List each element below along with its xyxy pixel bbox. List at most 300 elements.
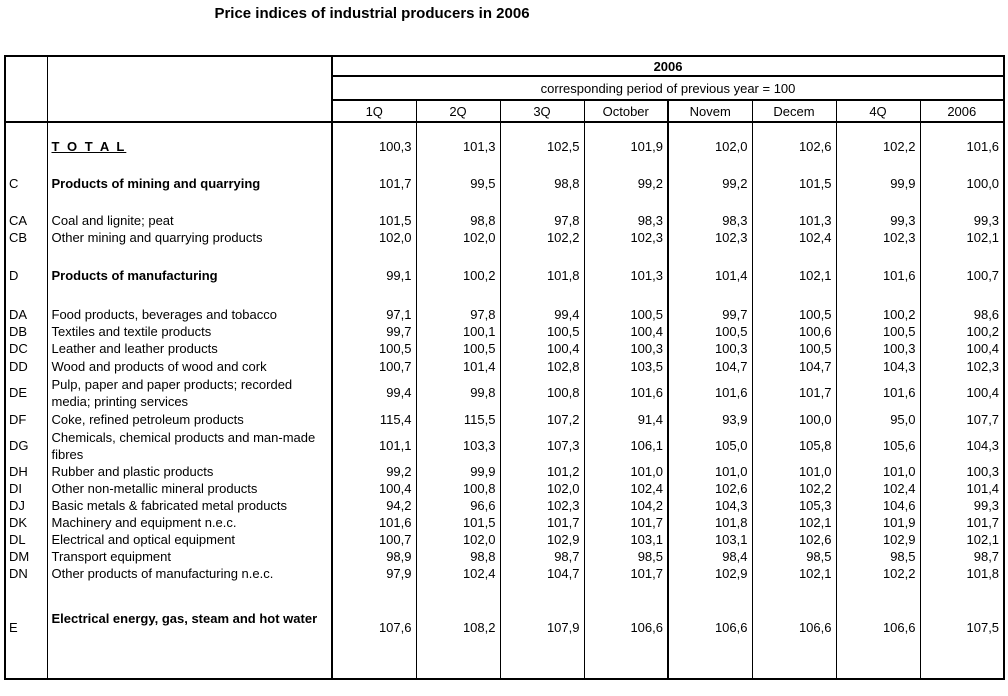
value-cell: 102,1 <box>752 267 836 284</box>
value-cell <box>668 246 752 267</box>
value-cell: 99,9 <box>416 463 500 480</box>
value-cell: 99,3 <box>920 497 1004 514</box>
table-row <box>5 497 1004 514</box>
row-code: DD <box>5 357 47 375</box>
value-cell <box>332 246 416 267</box>
value-cell: 100,5 <box>752 340 836 357</box>
value-cell: 99,3 <box>920 212 1004 229</box>
value-cell: 105,8 <box>752 428 836 463</box>
value-cell <box>500 284 584 306</box>
value-cell: 107,3 <box>500 428 584 463</box>
value-cell: 95,0 <box>836 410 920 428</box>
value-cell: 101,8 <box>668 514 752 531</box>
value-cell: 100,7 <box>920 267 1004 284</box>
value-cell <box>416 582 500 602</box>
row-code: DC <box>5 340 47 357</box>
row-code <box>5 246 47 267</box>
value-cell: 102,6 <box>752 138 836 155</box>
value-cell: 101,7 <box>584 565 668 582</box>
row-label: Basic metals & fabricated metal products <box>47 497 332 514</box>
value-cell: 102,1 <box>920 531 1004 548</box>
row-label: Rubber and plastic products <box>47 463 332 480</box>
row-code: DA <box>5 306 47 323</box>
value-cell: 101,5 <box>332 212 416 229</box>
value-cell: 104,3 <box>920 428 1004 463</box>
row-code: DH <box>5 463 47 480</box>
row-code <box>5 138 47 155</box>
table-row <box>5 463 1004 480</box>
value-cell: 97,1 <box>332 306 416 323</box>
value-cell <box>836 284 920 306</box>
value-cell: 102,0 <box>416 229 500 246</box>
value-cell <box>920 582 1004 602</box>
value-cell: 107,5 <box>920 602 1004 679</box>
column-header: Novem <box>668 100 752 122</box>
value-cell: 104,7 <box>668 357 752 375</box>
value-cell: 100,8 <box>500 375 584 410</box>
table-row <box>5 212 1004 229</box>
value-cell: 100,2 <box>920 323 1004 340</box>
value-cell <box>836 246 920 267</box>
price-index-table <box>4 55 1005 680</box>
value-cell: 101,7 <box>584 514 668 531</box>
value-cell: 101,6 <box>668 375 752 410</box>
value-cell: 98,7 <box>500 548 584 565</box>
value-cell: 98,5 <box>752 548 836 565</box>
value-cell: 104,2 <box>584 497 668 514</box>
row-label: Other products of manufacturing n.e.c. <box>47 565 332 582</box>
row-label: T O T A L <box>47 138 332 155</box>
value-cell: 103,1 <box>668 531 752 548</box>
value-cell: 102,4 <box>836 480 920 497</box>
value-cell: 102,6 <box>752 531 836 548</box>
value-cell <box>920 192 1004 212</box>
value-cell: 100,3 <box>584 340 668 357</box>
value-cell: 98,8 <box>416 212 500 229</box>
value-cell: 101,3 <box>416 138 500 155</box>
row-code: DB <box>5 323 47 340</box>
value-cell <box>416 122 500 138</box>
value-cell: 101,8 <box>500 267 584 284</box>
value-cell: 101,9 <box>584 138 668 155</box>
value-cell: 101,7 <box>920 514 1004 531</box>
table-body <box>5 122 1004 679</box>
value-cell: 102,3 <box>920 357 1004 375</box>
value-cell: 98,4 <box>668 548 752 565</box>
value-cell: 93,9 <box>668 410 752 428</box>
value-cell: 98,3 <box>584 212 668 229</box>
value-cell: 99,2 <box>668 175 752 192</box>
value-cell <box>332 284 416 306</box>
value-cell: 98,3 <box>668 212 752 229</box>
table-row <box>5 565 1004 582</box>
value-cell: 102,2 <box>500 229 584 246</box>
row-label: Other non-metallic mineral products <box>47 480 332 497</box>
value-cell <box>836 192 920 212</box>
table-row <box>5 428 1004 463</box>
value-cell: 101,9 <box>836 514 920 531</box>
value-cell: 101,6 <box>920 138 1004 155</box>
value-cell: 102,9 <box>668 565 752 582</box>
value-cell: 100,0 <box>752 410 836 428</box>
value-cell: 102,9 <box>836 531 920 548</box>
row-label: Food products, beverages and tobacco <box>47 306 332 323</box>
value-cell: 98,6 <box>920 306 1004 323</box>
value-cell: 100,5 <box>332 340 416 357</box>
row-code: DK <box>5 514 47 531</box>
table-row <box>5 410 1004 428</box>
value-cell: 105,3 <box>752 497 836 514</box>
row-label: Textiles and textile products <box>47 323 332 340</box>
row-label <box>47 246 332 267</box>
value-cell: 101,6 <box>836 375 920 410</box>
value-cell: 99,5 <box>416 175 500 192</box>
table-row <box>5 480 1004 497</box>
value-cell: 99,8 <box>416 375 500 410</box>
spacer-row <box>5 246 1004 267</box>
value-cell: 100,7 <box>332 531 416 548</box>
value-cell: 101,4 <box>668 267 752 284</box>
row-code <box>5 192 47 212</box>
value-cell: 99,9 <box>836 175 920 192</box>
value-cell: 100,1 <box>416 323 500 340</box>
value-cell <box>584 155 668 175</box>
value-cell <box>416 192 500 212</box>
value-cell: 99,3 <box>836 212 920 229</box>
row-label <box>47 192 332 212</box>
value-cell: 100,4 <box>584 323 668 340</box>
row-code: C <box>5 175 47 192</box>
value-cell: 99,2 <box>584 175 668 192</box>
value-cell <box>584 122 668 138</box>
value-cell: 101,7 <box>500 514 584 531</box>
value-cell: 102,1 <box>752 514 836 531</box>
value-cell: 100,4 <box>500 340 584 357</box>
column-header: 3Q <box>500 100 584 122</box>
value-cell: 105,6 <box>836 428 920 463</box>
spacer-row <box>5 582 1004 602</box>
value-cell <box>500 582 584 602</box>
value-cell: 100,5 <box>668 323 752 340</box>
value-cell: 102,3 <box>584 229 668 246</box>
corner-label-cell <box>47 56 332 122</box>
row-label: Electrical and optical equipment <box>47 531 332 548</box>
value-cell: 103,1 <box>584 531 668 548</box>
value-cell <box>752 192 836 212</box>
row-label: Coal and lignite; peat <box>47 212 332 229</box>
row-label <box>47 284 332 306</box>
value-cell <box>332 582 416 602</box>
value-cell <box>500 155 584 175</box>
row-label: Wood and products of wood and cork <box>47 357 332 375</box>
value-cell: 106,6 <box>752 602 836 679</box>
row-code <box>5 284 47 306</box>
row-code: D <box>5 267 47 284</box>
table-row <box>5 306 1004 323</box>
value-cell: 102,3 <box>668 229 752 246</box>
value-cell: 108,2 <box>416 602 500 679</box>
spacer-row <box>5 122 1004 138</box>
value-cell: 97,9 <box>332 565 416 582</box>
value-cell <box>500 122 584 138</box>
value-cell: 98,9 <box>332 548 416 565</box>
value-cell: 102,2 <box>752 480 836 497</box>
value-cell: 106,6 <box>668 602 752 679</box>
row-code: CA <box>5 212 47 229</box>
page-title: Price indices of industrial producers in 2006 <box>214 5 530 22</box>
value-cell: 97,8 <box>500 212 584 229</box>
value-cell <box>416 284 500 306</box>
row-code: DE <box>5 375 47 410</box>
value-cell: 102,4 <box>752 229 836 246</box>
value-cell <box>416 246 500 267</box>
value-cell: 100,3 <box>836 340 920 357</box>
row-code <box>5 155 47 175</box>
value-cell: 101,0 <box>752 463 836 480</box>
value-cell: 100,3 <box>668 340 752 357</box>
value-cell: 107,9 <box>500 602 584 679</box>
value-cell: 100,4 <box>332 480 416 497</box>
value-cell: 102,1 <box>920 229 1004 246</box>
value-cell: 106,6 <box>836 602 920 679</box>
value-cell: 100,5 <box>500 323 584 340</box>
table-header <box>5 56 1004 122</box>
value-cell <box>752 155 836 175</box>
value-cell: 102,8 <box>500 357 584 375</box>
row-label: Transport equipment <box>47 548 332 565</box>
value-cell <box>836 122 920 138</box>
value-cell: 100,3 <box>920 463 1004 480</box>
value-cell: 98,8 <box>500 175 584 192</box>
value-cell: 102,2 <box>836 138 920 155</box>
value-cell: 103,5 <box>584 357 668 375</box>
row-label: Chemicals, chemical products and man-made fibres <box>47 428 332 463</box>
value-cell: 100,5 <box>752 306 836 323</box>
value-cell: 100,5 <box>584 306 668 323</box>
value-cell <box>584 246 668 267</box>
value-cell: 106,1 <box>584 428 668 463</box>
row-label <box>47 155 332 175</box>
value-cell: 100,5 <box>836 323 920 340</box>
value-cell: 101,7 <box>752 375 836 410</box>
value-cell: 100,0 <box>920 175 1004 192</box>
value-cell <box>668 155 752 175</box>
column-header: 1Q <box>332 100 416 122</box>
table-row <box>5 340 1004 357</box>
value-cell: 102,5 <box>500 138 584 155</box>
row-label <box>47 582 332 602</box>
value-cell: 102,6 <box>668 480 752 497</box>
value-cell: 100,4 <box>920 375 1004 410</box>
table-row <box>5 229 1004 246</box>
table-row <box>5 548 1004 565</box>
value-cell: 105,0 <box>668 428 752 463</box>
value-cell: 101,6 <box>584 375 668 410</box>
column-header: 2006 <box>920 100 1004 122</box>
value-cell: 101,5 <box>416 514 500 531</box>
spacer-row <box>5 284 1004 306</box>
value-cell <box>332 122 416 138</box>
value-cell: 99,4 <box>500 306 584 323</box>
value-cell <box>668 122 752 138</box>
value-cell <box>332 155 416 175</box>
row-code: DL <box>5 531 47 548</box>
row-code: DI <box>5 480 47 497</box>
table-row <box>5 357 1004 375</box>
value-cell: 98,5 <box>584 548 668 565</box>
spacer-row <box>5 192 1004 212</box>
value-cell <box>584 582 668 602</box>
row-label: Other mining and quarrying products <box>47 229 332 246</box>
value-cell: 101,1 <box>332 428 416 463</box>
value-cell: 101,8 <box>920 565 1004 582</box>
table-row <box>5 323 1004 340</box>
value-cell <box>920 246 1004 267</box>
value-cell: 91,4 <box>584 410 668 428</box>
value-cell <box>500 246 584 267</box>
value-cell: 102,0 <box>500 480 584 497</box>
value-cell <box>752 582 836 602</box>
value-cell: 98,7 <box>920 548 1004 565</box>
value-cell <box>584 284 668 306</box>
value-cell: 101,0 <box>836 463 920 480</box>
value-cell: 104,7 <box>500 565 584 582</box>
row-label: Pulp, paper and paper products; recorded media; printing services <box>47 375 332 410</box>
column-header: 4Q <box>836 100 920 122</box>
value-cell: 98,8 <box>416 548 500 565</box>
year-header: 2006 <box>332 56 1004 76</box>
row-label <box>47 122 332 138</box>
value-cell: 101,4 <box>920 480 1004 497</box>
row-label: Products of manufacturing <box>47 267 332 284</box>
corner-code-cell <box>5 56 47 122</box>
value-cell <box>752 246 836 267</box>
value-cell: 102,4 <box>416 565 500 582</box>
value-cell <box>500 192 584 212</box>
row-code <box>5 122 47 138</box>
value-cell: 99,2 <box>332 463 416 480</box>
value-cell: 104,3 <box>836 357 920 375</box>
table-row <box>5 138 1004 155</box>
value-cell: 102,0 <box>332 229 416 246</box>
value-cell: 101,6 <box>332 514 416 531</box>
row-code: E <box>5 602 47 679</box>
row-code: DM <box>5 548 47 565</box>
value-cell: 100,7 <box>332 357 416 375</box>
value-cell: 101,5 <box>752 175 836 192</box>
value-cell: 94,2 <box>332 497 416 514</box>
value-cell: 96,6 <box>416 497 500 514</box>
row-code: CB <box>5 229 47 246</box>
value-cell: 97,8 <box>416 306 500 323</box>
value-cell <box>752 122 836 138</box>
value-cell: 101,6 <box>836 267 920 284</box>
value-cell: 107,6 <box>332 602 416 679</box>
value-cell <box>920 155 1004 175</box>
value-cell: 104,7 <box>752 357 836 375</box>
value-cell: 107,2 <box>500 410 584 428</box>
column-header: October <box>584 100 668 122</box>
row-label: Machinery and equipment n.e.c. <box>47 514 332 531</box>
value-cell: 102,0 <box>668 138 752 155</box>
value-cell: 99,4 <box>332 375 416 410</box>
value-cell: 103,3 <box>416 428 500 463</box>
value-cell: 100,8 <box>416 480 500 497</box>
value-cell: 115,5 <box>416 410 500 428</box>
value-cell: 100,5 <box>416 340 500 357</box>
value-cell: 107,7 <box>920 410 1004 428</box>
row-label: Electrical energy, gas, steam and hot water <box>47 602 332 679</box>
row-label: Leather and leather products <box>47 340 332 357</box>
value-cell: 101,3 <box>752 212 836 229</box>
value-cell: 102,0 <box>416 531 500 548</box>
value-cell: 101,3 <box>584 267 668 284</box>
value-cell: 101,0 <box>584 463 668 480</box>
subheader: corresponding period of previous year = 100 <box>332 76 1004 100</box>
value-cell: 100,4 <box>920 340 1004 357</box>
value-cell: 99,7 <box>668 306 752 323</box>
value-cell <box>668 192 752 212</box>
value-cell: 101,2 <box>500 463 584 480</box>
value-cell: 102,1 <box>752 565 836 582</box>
value-cell: 100,3 <box>332 138 416 155</box>
table-row <box>5 375 1004 410</box>
value-cell: 104,3 <box>668 497 752 514</box>
value-cell: 101,0 <box>668 463 752 480</box>
value-cell <box>752 284 836 306</box>
value-cell: 104,6 <box>836 497 920 514</box>
value-cell <box>416 155 500 175</box>
value-cell: 101,4 <box>416 357 500 375</box>
row-label: Coke, refined petroleum products <box>47 410 332 428</box>
value-cell: 102,3 <box>836 229 920 246</box>
column-header: 2Q <box>416 100 500 122</box>
table-row <box>5 267 1004 284</box>
table-row <box>5 175 1004 192</box>
row-label: Products of mining and quarrying <box>47 175 332 192</box>
value-cell <box>920 122 1004 138</box>
row-code: DG <box>5 428 47 463</box>
value-cell <box>668 582 752 602</box>
value-cell: 102,9 <box>500 531 584 548</box>
table-row <box>5 602 1004 679</box>
value-cell: 106,6 <box>584 602 668 679</box>
value-cell <box>332 192 416 212</box>
value-cell <box>668 284 752 306</box>
value-cell: 99,7 <box>332 323 416 340</box>
row-code: DF <box>5 410 47 428</box>
value-cell: 102,4 <box>584 480 668 497</box>
table-row <box>5 531 1004 548</box>
value-cell <box>836 155 920 175</box>
value-cell: 102,3 <box>500 497 584 514</box>
spacer-row <box>5 155 1004 175</box>
value-cell: 115,4 <box>332 410 416 428</box>
row-code <box>5 582 47 602</box>
table-row <box>5 514 1004 531</box>
column-header: Decem <box>752 100 836 122</box>
row-code: DN <box>5 565 47 582</box>
value-cell: 101,7 <box>332 175 416 192</box>
value-cell <box>584 192 668 212</box>
value-cell: 99,1 <box>332 267 416 284</box>
value-cell <box>920 284 1004 306</box>
value-cell: 98,5 <box>836 548 920 565</box>
value-cell <box>836 582 920 602</box>
value-cell: 100,6 <box>752 323 836 340</box>
row-code: DJ <box>5 497 47 514</box>
value-cell: 100,2 <box>836 306 920 323</box>
